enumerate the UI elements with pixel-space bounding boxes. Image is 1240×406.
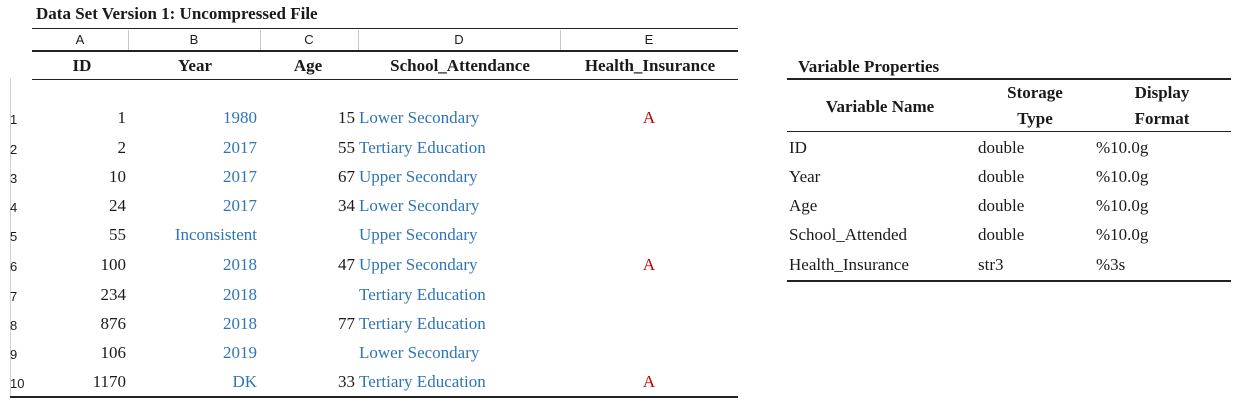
cell-school[interactable]: Upper Secondary [359,225,478,244]
cell-school[interactable]: Tertiary Education [359,314,486,333]
column-letter-top-rule [32,28,738,29]
header-health-insurance[interactable]: Health_Insurance [584,56,716,75]
variable-properties-header-rule [787,131,1231,132]
cell-age[interactable]: 15 [338,108,355,127]
variable-properties-title: Variable Properties [798,57,940,76]
vp-variable-name[interactable]: ID [789,138,807,157]
cell-school[interactable]: Upper Secondary [359,255,478,274]
row-number: 8 [10,318,18,333]
vp-display-format[interactable]: %3s [1096,255,1126,274]
vp-storage-type[interactable]: double [978,196,1025,215]
column-letter-d[interactable]: D [454,32,464,47]
cell-id[interactable]: 876 [100,314,126,333]
row-number: 6 [10,259,18,274]
cell-year[interactable]: 2018 [223,255,257,274]
cell-age[interactable]: 47 [338,255,355,274]
cell-year[interactable]: 2019 [223,343,257,362]
variable-properties-bottom-rule [787,280,1231,282]
cell-id[interactable]: 24 [109,196,126,215]
vp-display-format[interactable]: %10.0g [1096,138,1149,157]
column-letter-b[interactable]: B [189,32,199,47]
vp-display-format[interactable]: %10.0g [1096,167,1149,186]
column-divider [358,30,359,50]
cell-school[interactable]: Lower Secondary [359,196,480,215]
cell-school[interactable]: Tertiary Education [359,138,486,157]
vp-storage-type[interactable]: str3 [978,255,1004,274]
column-divider [560,30,561,50]
cell-school[interactable]: Lower Secondary [359,343,480,362]
cell-health[interactable]: A [642,372,656,391]
vp-display-format[interactable]: %10.0g [1096,196,1149,215]
cell-id[interactable]: 10 [109,167,126,186]
header-school-attendance[interactable]: School_Attendance [390,56,530,75]
column-letter-a[interactable]: A [75,32,85,47]
row-number: 4 [10,200,18,215]
row-number: 2 [10,142,18,157]
header-id[interactable]: ID [72,56,92,75]
vp-variable-name[interactable]: School_Attended [789,225,908,244]
variable-properties-top-rule [787,78,1231,80]
cell-health[interactable]: A [642,108,656,127]
cell-school[interactable]: Lower Secondary [359,108,480,127]
cell-id[interactable]: 2 [117,138,126,157]
vp-variable-name[interactable]: Year [789,167,821,186]
row-number: 10 [10,376,25,391]
header-year[interactable]: Year [178,56,212,75]
cell-id[interactable]: 1170 [92,372,126,391]
column-letter-e[interactable]: E [644,32,654,47]
row-number: 1 [10,112,18,127]
header-display-format-line1[interactable]: Display [1134,83,1190,102]
cell-school[interactable]: Tertiary Education [359,285,486,304]
cell-id[interactable]: 234 [100,285,126,304]
cell-age[interactable]: 34 [338,196,355,215]
vp-variable-name[interactable]: Age [789,196,818,215]
header-display-format-line2[interactable]: Format [1134,109,1190,128]
row-number: 3 [10,171,18,186]
cell-id[interactable]: 100 [100,255,126,274]
header-age[interactable]: Age [293,56,323,75]
cell-year[interactable]: 2017 [223,196,257,215]
vp-storage-type[interactable]: double [978,138,1025,157]
cell-id[interactable]: 1 [117,108,126,127]
cell-age[interactable]: 55 [338,138,355,157]
cell-year[interactable]: 2017 [223,138,257,157]
vp-display-format[interactable]: %10.0g [1096,225,1149,244]
cell-id[interactable]: 106 [100,343,126,362]
header-variable-name[interactable]: Variable Name [825,97,935,116]
vp-storage-type[interactable]: double [978,225,1025,244]
cell-year[interactable]: 2017 [223,167,257,186]
table-bottom-rule [10,396,738,398]
cell-year[interactable]: DK [232,372,257,391]
cell-year[interactable]: Inconsistent [174,225,257,244]
cell-school[interactable]: Tertiary Education [359,372,486,391]
header-storage-type-line2[interactable]: Type [1017,109,1053,128]
vp-storage-type[interactable]: double [978,167,1025,186]
page-title: Data Set Version 1: Uncompressed File [36,4,318,23]
cell-age[interactable]: 77 [338,314,355,333]
row-number: 5 [10,229,18,244]
column-letter-bottom-rule [32,50,738,52]
cell-year[interactable]: 2018 [223,314,257,333]
row-number: 9 [10,347,18,362]
cell-year[interactable]: 2018 [223,285,257,304]
header-rule [32,79,738,80]
column-letter-c[interactable]: C [304,32,314,47]
column-divider [260,30,261,50]
cell-year[interactable]: 1980 [223,108,257,127]
cell-health[interactable]: A [642,255,656,274]
cell-age[interactable]: 67 [338,167,355,186]
cell-school[interactable]: Upper Secondary [359,167,478,186]
vp-variable-name[interactable]: Health_Insurance [789,255,909,274]
cell-age[interactable]: 33 [338,372,355,391]
column-divider [128,30,129,50]
row-number: 7 [10,289,18,304]
cell-id[interactable]: 55 [109,225,126,244]
header-storage-type-line1[interactable]: Storage [1007,83,1063,102]
